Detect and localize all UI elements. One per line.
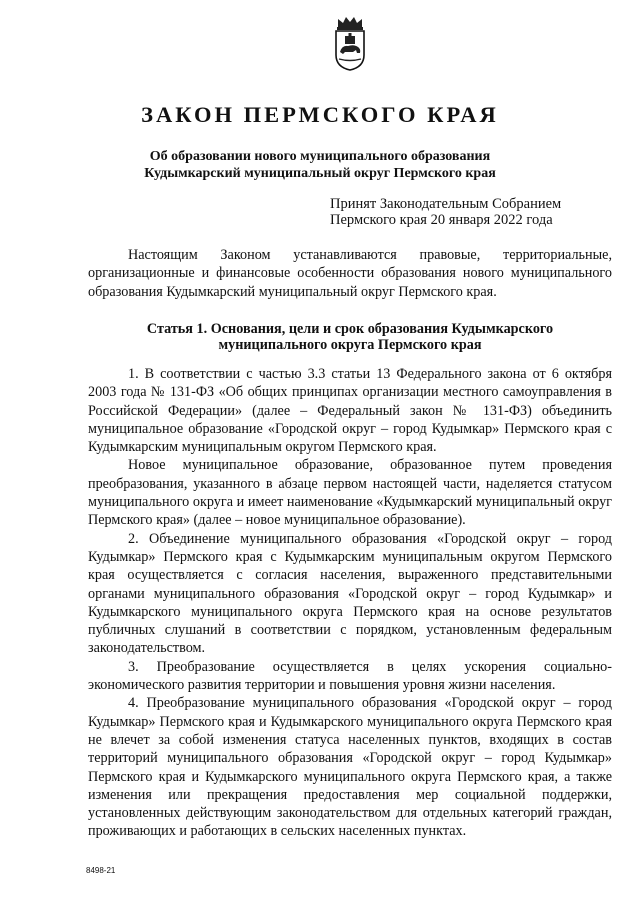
adoption-line: Пермского края 20 января 2022 года <box>330 212 553 228</box>
article-title-line: муниципального округа Пермского края <box>218 337 482 353</box>
article-title <box>88 321 612 353</box>
paragraph: 4. Преобразование муниципального образования «Городской округ – город Кудымкар» Пермского края и Кудымкарского муниципального округа Пермского края не влечет за собой изменения статуса населенных пунктов, входящих в состав территорий муниципального образования «Городской округ – город Кудымкар» Пермского края и Кудымкарского муниципального округа Пермского края, а также изменения или прекращения предоставления мер социальной поддержки, установленных действующим законодательством для отдельных категорий граждан, проживающих и работающих в сельских населенных пунктах. <box>88 695 612 840</box>
document-code: 8498-21 <box>86 866 116 875</box>
law-title: ЗАКОН ПЕРМСКОГО КРАЯ <box>141 102 499 127</box>
paragraph: 1. В соответствии с частью 3.3 статьи 13 Федерального закона от 6 октября 2003 года № 131-ФЗ «Об общих принципах организации местного самоуправления в Российской Федерации» (далее – Федеральный закон № 131-ФЗ) объединить муниципальное образование «Городской округ – город Кудымкар» Пермского края с Кудымкарским муниципальным округом Пермского края. <box>88 366 612 456</box>
adoption-note <box>330 196 620 228</box>
article-title-line: Статья 1. Основания, цели и срок образования Кудымкарского <box>146 321 554 337</box>
adoption-line: Принят Законодательным Собранием <box>330 196 562 212</box>
article-body <box>88 365 612 841</box>
paragraph: 3. Преобразование осуществляется в целях ускорения социально-экономического развития территории и повышения уровня жизни населения. <box>88 658 612 694</box>
paragraph: 2. Объединение муниципального образования «Городской округ – город Кудымкар» Пермского края с Кудымкарским муниципальным округом Пермского края осуществляется с согласия населения, выраженного представительными органами муниципального образования «Городской округ – город Кудымкар» и Кудымкарского муниципального округа Пермского края на основе результатов публичных слушаний в соответствии с порядком, установленным федеральным законодательством. <box>88 530 612 657</box>
coat-of-arms-icon <box>330 15 370 71</box>
paragraph: Новое муниципальное образование, образованное путем проведения преобразования, указанного в абзаце первом настоящей части, наделяется статусом муниципального округа и имеет наименование «Кудымкарский муниципальный округ Пермского края» (далее – новое муниципальное образование). <box>88 457 612 529</box>
subtitle-line: Кудымкарский муниципальный округ Пермского края <box>144 166 496 181</box>
subtitle-line: Об образовании нового муниципального образования <box>149 149 491 164</box>
preamble-paragraph: Настоящим Законом устанавливаются правовые, территориальные, организационные и финансовые особенности образования нового муниципального образования Кудымкарский муниципальный округ Пермского края. <box>88 247 612 300</box>
law-subtitle <box>60 148 580 182</box>
preamble <box>88 246 612 301</box>
